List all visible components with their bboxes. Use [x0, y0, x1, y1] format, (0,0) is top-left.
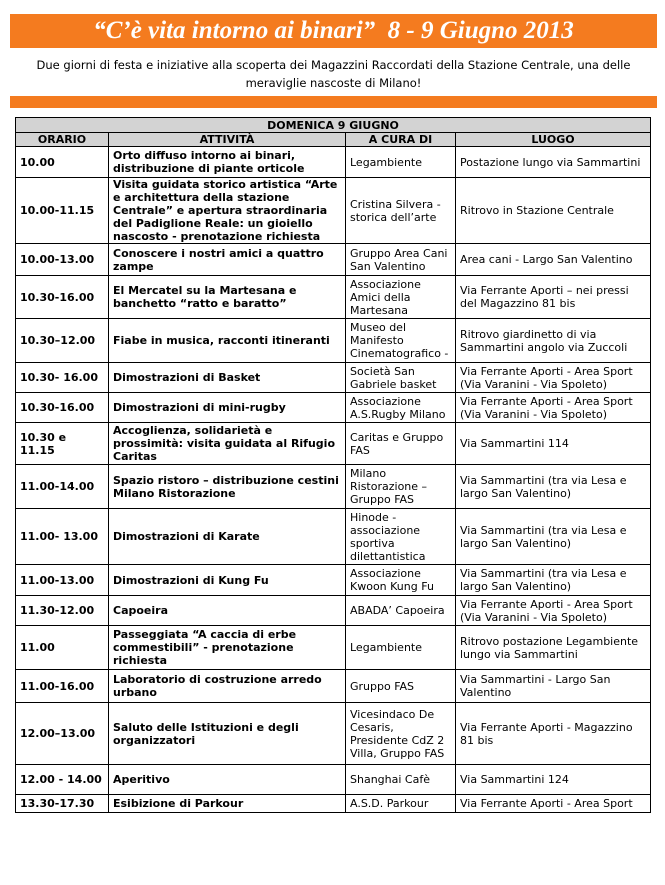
activity-cell: Esibizione di Parkour: [109, 795, 346, 813]
activity-cell: Dimostrazioni di Kung Fu: [109, 565, 346, 596]
day-header-row: [16, 118, 651, 133]
organizer-cell: Shanghai Cafè: [346, 765, 456, 795]
time-cell: 10.00-11.15: [16, 178, 109, 244]
divider-bar: [10, 96, 657, 108]
organizer-cell: Cristina Silvera - storica dell’arte: [346, 178, 456, 244]
organizer-cell: Associazione A.S.Rugby Milano: [346, 393, 456, 423]
organizer-cell: Legambiente: [346, 147, 456, 178]
schedule-row: [16, 393, 651, 423]
schedule-row: [16, 147, 651, 178]
activity-cell: Visita guidata storico artistica “Arte e architettura della stazione Centrale” e apertura straordinaria del Padiglione Reale: un gioiello nascosto - prenotazione richiesta: [109, 178, 346, 244]
time-cell: 10.30- 16.00: [16, 363, 109, 393]
time-cell: 13.30-17.30: [16, 795, 109, 813]
subtitle: [10, 56, 657, 92]
subtitle-line: Due giorni di festa e iniziative alla scoperta dei Magazzini Raccordati della Stazione Centrale, una delle: [36, 58, 631, 72]
schedule-table: [15, 117, 651, 813]
activity-cell: Dimostrazioni di Basket: [109, 363, 346, 393]
time-cell: 11.00: [16, 626, 109, 670]
schedule-row: [16, 276, 651, 319]
activity-cell: Dimostrazioni di mini-rugby: [109, 393, 346, 423]
location-cell: Area cani - Largo San Valentino: [456, 244, 651, 276]
location-cell: Ritrovo giardinetto di via Sammartini angolo via Zuccoli: [456, 319, 651, 363]
organizer-cell: Associazione Amici della Martesana: [346, 276, 456, 319]
time-cell: 12.00–13.00: [16, 703, 109, 765]
schedule-row: [16, 670, 651, 703]
location-cell: Via Sammartini - Largo San Valentino: [456, 670, 651, 703]
location-cell: Via Ferrante Aporti - Area Sport: [456, 795, 651, 813]
schedule-row: [16, 565, 651, 596]
schedule-row: [16, 244, 651, 276]
activity-cell: Fiabe in musica, racconti itineranti: [109, 319, 346, 363]
page-title: “C’è vita intorno ai binari” 8 - 9 Giugno 2013: [93, 17, 574, 44]
activity-cell: Conoscere i nostri amici a quattro zampe: [109, 244, 346, 276]
time-cell: 11.00-13.00: [16, 565, 109, 596]
activity-cell: Capoeira: [109, 596, 346, 626]
organizer-cell: Museo del Manifesto Cinematografico -: [346, 319, 456, 363]
time-cell: 10.30 e 11.15: [16, 423, 109, 465]
schedule-row: [16, 178, 651, 244]
schedule-row: [16, 596, 651, 626]
organizer-cell: Hinode - associazione sportiva dilettantistica: [346, 509, 456, 565]
day-label: DOMENICA 9 GIUGNO: [16, 118, 651, 133]
organizer-cell: Società San Gabriele basket: [346, 363, 456, 393]
time-cell: 11.00- 13.00: [16, 509, 109, 565]
organizer-cell: Gruppo Area Cani San Valentino: [346, 244, 456, 276]
activity-cell: Aperitivo: [109, 765, 346, 795]
location-cell: Via Sammartini (tra via Lesa e largo San Valentino): [456, 509, 651, 565]
organizer-cell: Caritas e Gruppo FAS: [346, 423, 456, 465]
column-header-time: ORARIO: [16, 133, 109, 147]
time-cell: 10.00-13.00: [16, 244, 109, 276]
time-cell: 11.00-16.00: [16, 670, 109, 703]
location-cell: Via Ferrante Aporti - Area Sport (Via Varanini - Via Spoleto): [456, 393, 651, 423]
schedule-row: [16, 363, 651, 393]
time-cell: 11.00-14.00: [16, 465, 109, 509]
location-cell: Via Sammartini 114: [456, 423, 651, 465]
location-cell: Via Sammartini (tra via Lesa e largo San Valentino): [456, 565, 651, 596]
location-cell: Via Sammartini 124: [456, 765, 651, 795]
organizer-cell: Vicesindaco De Cesaris, Presidente CdZ 2 Villa, Gruppo FAS: [346, 703, 456, 765]
activity-cell: Accoglienza, solidarietà e prossimità: visita guidata al Rifugio Caritas: [109, 423, 346, 465]
location-cell: Ritrovo in Stazione Centrale: [456, 178, 651, 244]
schedule-row: [16, 509, 651, 565]
column-header-row: [16, 133, 651, 147]
schedule-row: [16, 703, 651, 765]
column-header-organizer: A CURA DI: [346, 133, 456, 147]
activity-cell: El Mercatel su la Martesana e banchetto “ratto e baratto”: [109, 276, 346, 319]
location-cell: Via Sammartini (tra via Lesa e largo San Valentino): [456, 465, 651, 509]
location-cell: Via Ferrante Aporti – nei pressi del Magazzino 81 bis: [456, 276, 651, 319]
schedule-row: [16, 423, 651, 465]
location-cell: Postazione lungo via Sammartini: [456, 147, 651, 178]
time-cell: 12.00 - 14.00: [16, 765, 109, 795]
organizer-cell: ABADA’ Capoeira: [346, 596, 456, 626]
activity-cell: Saluto delle Istituzioni e degli organizzatori: [109, 703, 346, 765]
activity-cell: Spazio ristoro – distribuzione cestini Milano Ristorazione: [109, 465, 346, 509]
schedule-row: [16, 319, 651, 363]
title-banner: [10, 14, 657, 48]
location-cell: Via Ferrante Aporti - Area Sport (Via Varanini - Via Spoleto): [456, 363, 651, 393]
time-cell: 11.30-12.00: [16, 596, 109, 626]
organizer-cell: Milano Ristorazione – Gruppo FAS: [346, 465, 456, 509]
organizer-cell: Associazione Kwoon Kung Fu: [346, 565, 456, 596]
time-cell: 10.30-16.00: [16, 393, 109, 423]
organizer-cell: Legambiente: [346, 626, 456, 670]
column-header-activity: ATTIVITÀ: [109, 133, 346, 147]
subtitle-line: meraviglie nascoste di Milano!: [245, 76, 422, 90]
schedule-row: [16, 795, 651, 813]
time-cell: 10.30-16.00: [16, 276, 109, 319]
time-cell: 10.00: [16, 147, 109, 178]
schedule-row: [16, 465, 651, 509]
schedule-row: [16, 626, 651, 670]
location-cell: Via Ferrante Aporti - Magazzino 81 bis: [456, 703, 651, 765]
activity-cell: Orto diffuso intorno ai binari, distribuzione di piante orticole: [109, 147, 346, 178]
activity-cell: Laboratorio di costruzione arredo urbano: [109, 670, 346, 703]
location-cell: Ritrovo postazione Legambiente lungo via Sammartini: [456, 626, 651, 670]
organizer-cell: A.S.D. Parkour: [346, 795, 456, 813]
schedule-row: [16, 765, 651, 795]
activity-cell: Passeggiata “A caccia di erbe commestibili” - prenotazione richiesta: [109, 626, 346, 670]
column-header-location: LUOGO: [456, 133, 651, 147]
activity-cell: Dimostrazioni di Karate: [109, 509, 346, 565]
organizer-cell: Gruppo FAS: [346, 670, 456, 703]
location-cell: Via Ferrante Aporti - Area Sport (Via Varanini - Via Spoleto): [456, 596, 651, 626]
time-cell: 10.30–12.00: [16, 319, 109, 363]
